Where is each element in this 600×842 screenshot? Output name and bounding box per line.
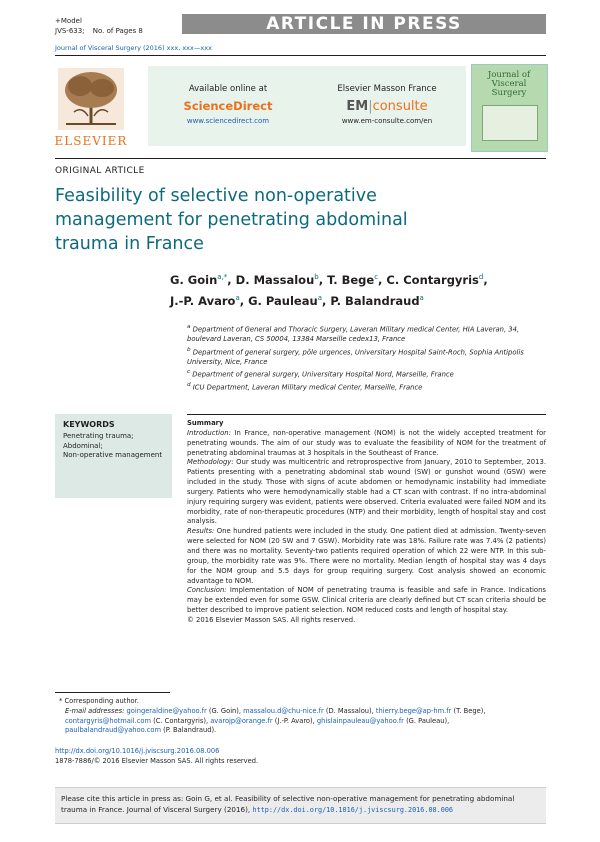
available-online-label: Available online at <box>188 84 268 94</box>
email-link[interactable]: contargyris@hotmail.com <box>65 716 152 725</box>
doi-link[interactable]: http://dx.doi.org/10.1016/j.jviscsurg.2016.08.006 <box>55 747 220 755</box>
elsevier-logo <box>52 66 130 150</box>
author: C. Contargyris$^d$ <box>386 272 484 287</box>
summary-rule <box>187 414 546 415</box>
author: G. Pauleau$^a$ <box>248 293 322 308</box>
model-line: +Model <box>55 17 82 25</box>
abstract-results: Results: One hundred patients were included in the study. One patient died at admission. Twenty-seven were selected for NOM (20 SW and 7 GSW). Morbidity rate was 18%. Failure rate was 7.4% (2 patients) and there was no mortality. Seventy-two patients required operation of which 22 were NTP. In this sub-group, the morbidity rate was 9%. There were no mortality. Median length of hospital stay was 4 days for the NOM group and 5.5 days for group requiring surgery. Cost analysis showed an economic advantage to NOM. <box>187 527 546 585</box>
section-label: ORIGINAL ARTICLE <box>55 166 145 176</box>
email-link[interactable]: ghislainpauleau@yahoo.fr <box>316 716 404 725</box>
em-consulte-logo: EM|consulte <box>346 99 428 114</box>
keyword: Abdominal; <box>63 441 103 450</box>
citation-text: Please cite this article in press as: Goin G, et al. Feasibility of selective non-operative management for penetrating abdominal trauma in France. Journal of Visceral Surgery (2016), http://dx.doi.org/10.1016/j.jviscsurg.2016.08.006 <box>61 794 515 814</box>
keyword: Penetrating trauma; <box>63 432 134 440</box>
article-id: JVS-633; <box>55 27 85 35</box>
author-line-2: J.-P. Avaro$^a$, G. Pauleau$^a$, P. Balandraud$^a$ <box>170 293 424 308</box>
sciencedirect-logo: ScienceDirect <box>183 99 273 113</box>
copyright: © 2016 Elsevier Masson SAS. All rights reserved. <box>187 615 356 624</box>
author: G. Goin$^{a,*}$ <box>170 272 228 287</box>
author: J.-P. Avaro$^a$ <box>170 293 240 308</box>
page-count: No. of Pages 8 <box>92 27 143 35</box>
footnotes <box>55 697 546 736</box>
doi-block <box>55 747 258 767</box>
keywords-list <box>63 432 163 461</box>
email-link[interactable]: massalou.d@chu-nice.fr <box>243 706 324 715</box>
keywords-title: KEYWORDS <box>63 420 115 429</box>
header-meta <box>55 16 143 36</box>
journal-citation-line: Journal of Visceral Surgery (2016) xxx, xxx—xxx <box>55 44 212 52</box>
author-list <box>170 268 550 310</box>
publisher-box <box>148 66 466 146</box>
affiliation: $^a$ Department of General and Thoracic Surgery, Laveran Military medical Center, HIA Laveran, 34, boulevard Laveran, CS 50004, 13384 Marseille cedex13, France <box>187 324 520 344</box>
citation-doi-link[interactable]: http://dx.doi.org/10.1016/j.jviscsurg.2016.08.006 <box>252 806 454 814</box>
author-line-1: G. Goin$^{a,*}$, D. Massalou$^b$, T. Bege$^c$, C. Contargyris$^d$, <box>170 272 488 287</box>
header-rule <box>55 55 546 56</box>
cover-image <box>482 105 538 141</box>
cover-title: Journal of Visceral Surgery <box>487 70 531 98</box>
article-title: Feasibility of selective non-operative management for penetrating abdominal trauma in France <box>55 186 408 254</box>
issn-copyright: 1878-7886/© 2016 Elsevier Masson SAS. All rights reserved. <box>55 756 259 765</box>
abstract-introduction: Introduction: In France, non-operative management (NOM) is not the widely accepted treatment for penetrating wounds. The aim of our study was to evaluate the feasibility of NOM for the treatment of penetrating abdominal traumas at 3 hospitals in the Southeast of France. <box>187 428 546 457</box>
title-rule <box>55 158 546 159</box>
elsevier-wordmark: ELSEVIER <box>54 134 128 148</box>
summary-heading: Summary <box>187 419 224 427</box>
footnote-rule <box>55 692 170 693</box>
em-consulte-link[interactable]: www.em-consulte.com/en <box>341 117 433 125</box>
emc-publisher-label: Elsevier Masson France <box>337 84 437 94</box>
abstract <box>187 419 546 626</box>
email-link[interactable]: paulbalandraud@yahoo.com <box>65 726 162 735</box>
author: P. Balandraud$^a$ <box>330 293 424 308</box>
affiliation: $^d$ ICU Department, Laveran Military medical Center, Marseille, France <box>187 381 423 392</box>
article-in-press-banner: ARTICLE IN PRESS <box>182 14 546 34</box>
affiliation: $^c$ Department of general surgery, Universitary Hospital Nord, Marseille, France <box>187 369 454 379</box>
affiliation: $^b$ Department of general surgery, pôle urgences, Universitary Hospital Saint-Roch, Sophia Antipolis University, Nice, France <box>187 346 524 367</box>
sciencedirect-link[interactable]: www.sciencedirect.com <box>186 117 270 125</box>
corresponding-author-note: * Corresponding author. <box>59 697 139 705</box>
author: D. Massalou$^b$ <box>235 272 319 287</box>
abstract-conclusion: Conclusion: Implementation of NOM of penetrating trauma is feasible and safe in France. Indications may be extended even for some GSW. Clinical criteria are clearly defined but CT scan criteria should be better described to improve patient selection. NOM reduced costs and length of hospital stay. <box>187 586 546 615</box>
author: T. Bege$^c$ <box>327 272 379 287</box>
affiliations <box>187 322 542 392</box>
abstract-methodology: Methodology: Our study was multicentric and retroprospective from January, 2010 to September, 2013. Patients presenting with a penetrating abdominal stab wound (SW) or gunshot wound (GSW) were included in the study. Those with signs of acute abdomen or hemodynamic instability had immediate surgery. Patients who were hemodynamically stable had a CT scan with contrast. If no intra-abdominal injury requiring surgery was evident, patients were observed. Criteria evaluated were failed NOM and its morbidity, rate of non-therapeutic procedures (NTP) and their morbidity, length of hospital stay and cost analysis. <box>187 458 546 526</box>
keyword: Non-operative management <box>63 451 163 460</box>
email-link[interactable]: thierry.bege@ap-hm.fr <box>375 706 452 715</box>
journal-cover-thumbnail <box>471 64 548 152</box>
email-link[interactable]: avarojp@orange.fr <box>210 716 273 725</box>
email-link[interactable]: goingeraldine@yahoo.fr <box>126 706 207 715</box>
email-addresses: E-mail addresses: goingeraldine@yahoo.fr (G. Goin), massalou.d@chu-nice.fr (D. Massalou), thierry.bege@ap-hm.fr (T. Bege), contargyris@hotmail.com (C. Contargyris), avarojp@orange.fr (J.-P. Avaro), ghislainpauleau@yahoo.fr (G. Pauleau), paulbalandraud@yahoo.com (P. Balandraud). <box>65 706 486 735</box>
